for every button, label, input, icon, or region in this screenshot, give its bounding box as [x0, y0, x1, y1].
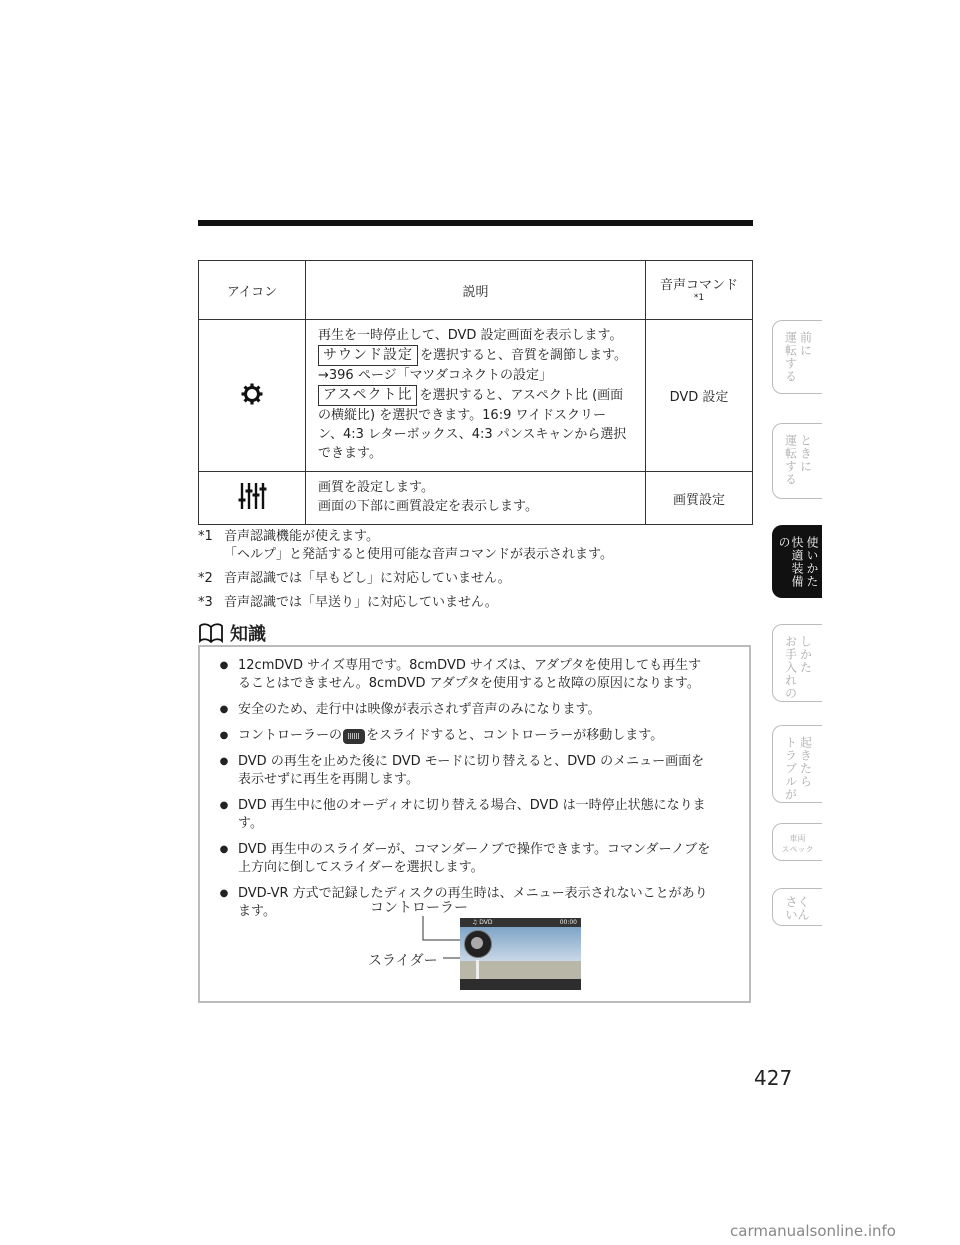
- row1-description: 再生を一時停止して、DVD 設定画面を表示します。 サウンド設定 を選択すると、音質を調節します。 →396 ページ「マツダコネクトの設定」 アスペクト比 を選択すると、アスペクト比 (画面 の横縦比) を選択できます。16:9 ワイドスクリー ン、4:3 レターボックス、4:3 パンスキャンから選択 できます。: [306, 320, 646, 472]
- knowledge-heading: 知識: [198, 620, 266, 646]
- list-item: ● 安全のため、走行中は映像が表示されず音声のみになります。: [219, 702, 601, 717]
- list-item: ● DVD の再生を止めた後に DVD モードに切り替えると、DVD のメニュー画面を 表示せずに再生を再開します。: [219, 754, 705, 787]
- tab-maintenance[interactable]: お手入れの しかた: [772, 624, 822, 702]
- footnote: *1 音声認識機能が使えます。 「ヘルプ」と発話すると使用可能な音声コマンドが表示されます。: [198, 529, 613, 562]
- tab-before-driving[interactable]: 運転する 前に: [772, 320, 822, 394]
- controller-label: コントローラー: [370, 900, 468, 916]
- gear-icon: [240, 382, 264, 406]
- row2-voice-command: 画質設定: [646, 472, 753, 525]
- aspect-ratio-button[interactable]: アスペクト比: [318, 385, 417, 406]
- slider-label: スライダー: [368, 953, 438, 969]
- tab-index[interactable]: さく いん: [772, 888, 822, 926]
- row1-icon-cell: [199, 320, 306, 472]
- header-voice-command: 音声コマンド *1: [646, 261, 753, 320]
- page-number: 427: [754, 1066, 793, 1090]
- tab-while-driving[interactable]: 運転する ときに: [772, 423, 822, 499]
- controller-grip-icon: [343, 729, 365, 744]
- tab-comfort-features[interactable]: 快適装備の 使いかた: [772, 525, 822, 598]
- section-top-rule: [198, 220, 753, 226]
- footnote: *2 音声認識では「早もどし」に対応していません。: [198, 571, 511, 586]
- row2-icon-cell: [199, 472, 306, 525]
- row2-description: 画質を設定します。 画面の下部に画質設定を表示します。: [306, 472, 646, 525]
- equalizer-icon: [237, 481, 267, 511]
- list-item: ● コントローラーの をスライドすると、コントローラーが移動します。: [219, 728, 664, 743]
- watermark: carmanualsonline.info: [730, 1222, 896, 1240]
- tab-specifications[interactable]: 車両 スペック: [772, 823, 822, 861]
- footnotes: [198, 528, 753, 618]
- book-icon: [198, 622, 224, 644]
- header-description: 説明: [306, 261, 646, 320]
- list-item: ● DVD-VR 方式で記録したディスクの再生時は、メニュー表示されないことがあり ます。: [219, 886, 708, 919]
- header-icon: アイコン: [199, 261, 306, 320]
- row1-voice-command: DVD 設定: [646, 320, 753, 472]
- screen-status-bar: ♫ DVD 00:00: [460, 918, 581, 927]
- list-item: ● DVD 再生中に他のオーディオに切り替える場合、DVD は一時停止状態になりま す。: [219, 798, 706, 831]
- sound-settings-button[interactable]: サウンド設定: [318, 345, 418, 366]
- tab-troubleshooting[interactable]: トラブルが 起きたら: [772, 725, 822, 803]
- list-item: ● DVD 再生中のスライダーが、コマンダーノブで操作できます。コマンダーノブを 上方向に倒してスライダーを選択します。: [219, 842, 711, 875]
- list-item: ● 12cmDVD サイズ専用です。8cmDVD サイズは、アダプタを使用しても再生す ることはできません。8cmDVD アダプタを使用すると故障の原因になります。: [219, 658, 702, 691]
- slider-handle[interactable]: [476, 960, 479, 979]
- dvd-screen-figure: [460, 918, 581, 990]
- command-table: [198, 260, 753, 525]
- screen-toolbar: [460, 979, 581, 990]
- footnote: *3 音声認識では「早送り」に対応していません。: [198, 595, 498, 610]
